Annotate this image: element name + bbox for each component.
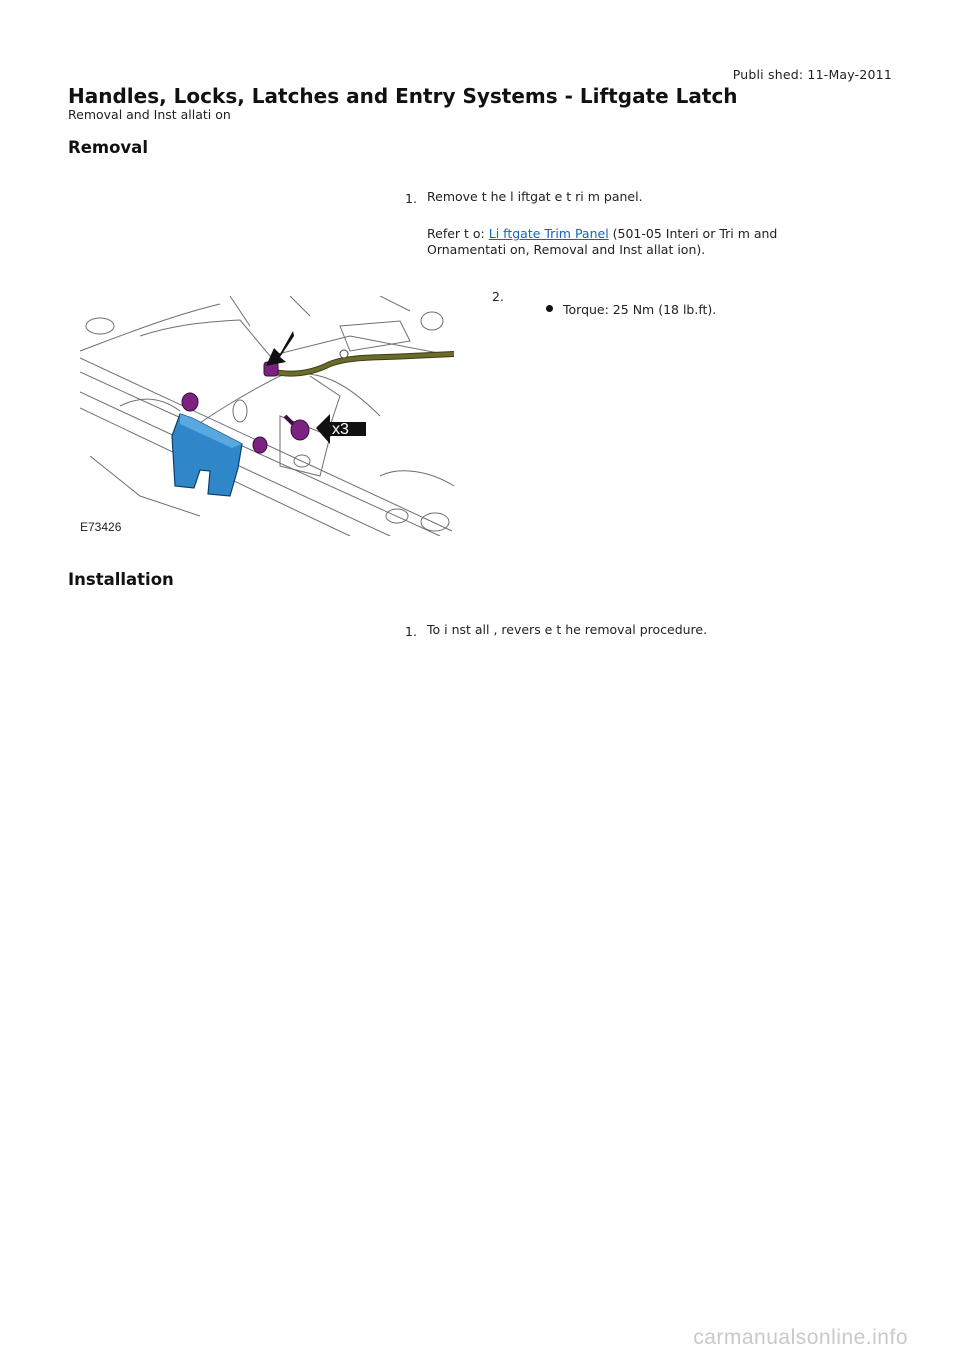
figure-callout: x3: [332, 421, 349, 438]
installation-heading: Installation: [68, 570, 174, 589]
removal-step-1-text: Remove t he l iftgat e t ri m panel.: [427, 189, 643, 204]
refer-suffix-line-2: Ornamentati on, Removal and Inst allat ion).: [427, 242, 706, 257]
bullet-icon: [546, 305, 553, 312]
refer-suffix: (501-05 Interi or Tri m and: [608, 226, 778, 241]
watermark-text: carmanualsonline.info: [693, 1326, 908, 1349]
page-subtitle: Removal and Inst allati on: [68, 107, 231, 122]
installation-step-1-number: 1.: [405, 624, 417, 639]
installation-step-1-text: To i nst all , revers e t he removal procedure.: [427, 622, 708, 637]
removal-step-1-reference: [427, 226, 777, 258]
torque-spec: Torque: 25 Nm (18 lb.ft).: [563, 302, 717, 317]
removal-step-1-number: 1.: [405, 191, 417, 206]
footer-watermark: [0, 1326, 960, 1350]
refer-prefix: Refer t o:: [427, 226, 489, 241]
page-title: Handles, Locks, Latches and Entry Systems - Liftgate Latch: [68, 84, 738, 108]
latch-illustration: [80, 296, 454, 536]
removal-step-2-number: 2.: [492, 289, 504, 304]
figure-label: E73426: [80, 520, 122, 534]
published-date: Publi shed: 11-May-2011: [732, 67, 892, 82]
liftgate-trim-panel-link[interactable]: Li ftgate Trim Panel: [488, 226, 609, 241]
removal-heading: Removal: [68, 138, 148, 157]
